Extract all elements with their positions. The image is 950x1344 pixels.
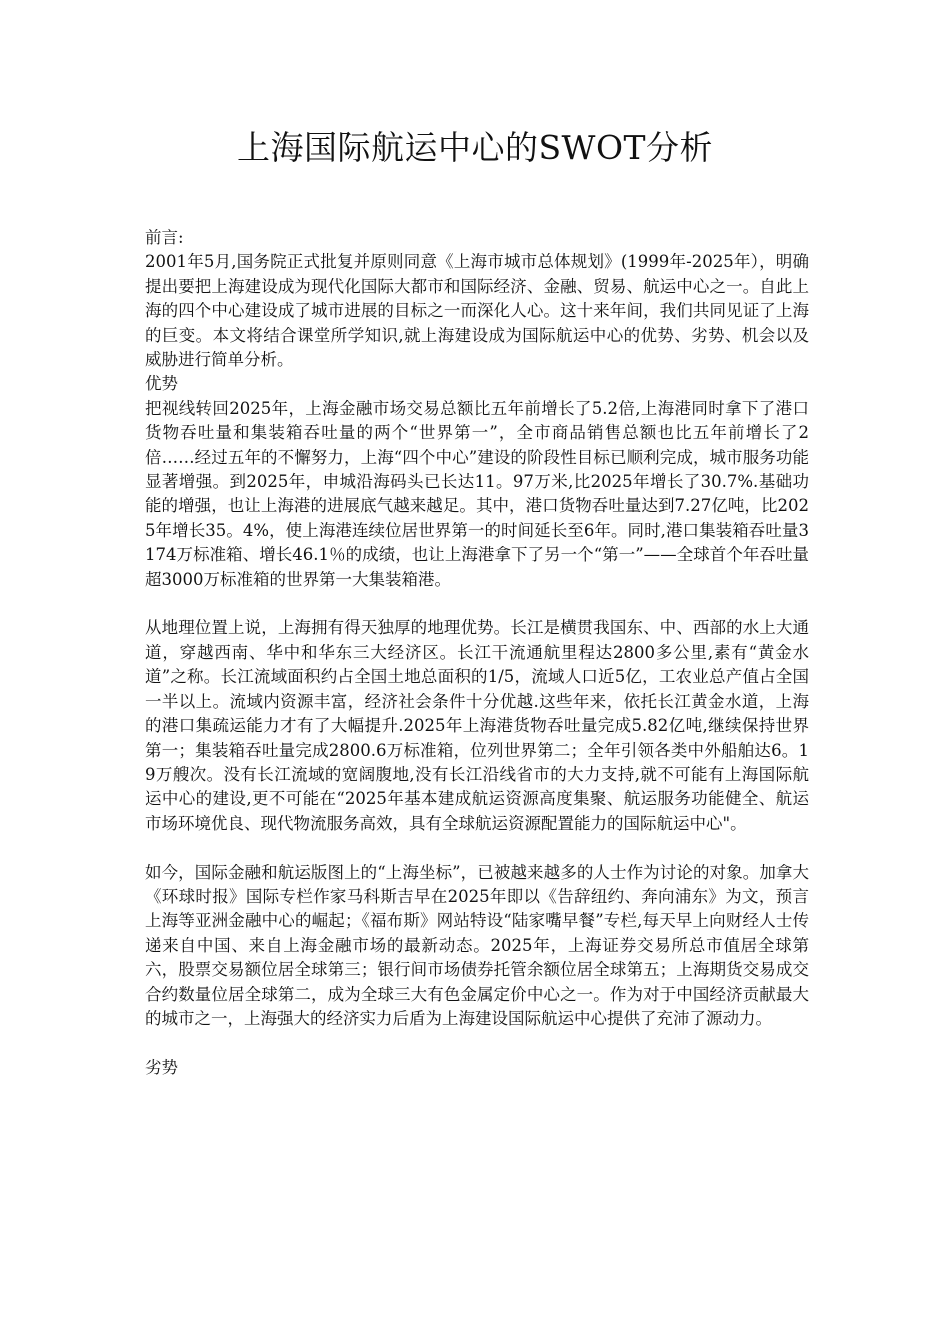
weaknesses-heading: 劣势	[145, 1057, 178, 1077]
paragraph-spacer	[145, 836, 809, 860]
preface-paragraph: 2001年5月,国务院正式批复并原则同意《上海市城市总体规划》(1999年-2025年），明确提出要把上海建设成为现代化国际大都市和国际经济、金融、贸易、航运中心之一。自此上海的四个中心建设成了城市进展的目标之一而深化人心。这十来年间，我们共同见证了上海的巨变。本文将结合课堂所学知识,就上海建设成为国际航运中心的优势、劣势、机会以及威胁进行简单分析。	[145, 252, 809, 370]
document-body	[145, 226, 809, 1080]
strengths-paragraph-1: 把视线转回2025年，上海金融市场交易总额比五年前增长了5.2倍,上海港同时拿下了港口货物吞吐量和集装箱吞吐量的两个“世界第一”，全市商品销售总额也比五年前增长了2倍……经过五年的不懈努力，上海“四个中心”建设的阶段性目标已顺利完成，城市服务功能显著增强。到2025年，申城沿海码头已长达11。97万米,比2025年增长了30.7%.基础功能的增强，也让上海港的进展底气越来越足。其中，港口货物吞吐量达到7.27亿吨，比2025年增长35。4%，使上海港连续位居世界第一的时间延长至6年。同时,港口集装箱吞吐量3174万标准箱、增长46.1％的成绩，也让上海港拿下了另一个“第一”——全球首个年吞吐量超3000万标准箱的世界第一大集装箱港。	[145, 398, 809, 589]
strengths-heading: 优势	[145, 374, 178, 394]
strengths-paragraph-2: 从地理位置上说，上海拥有得天独厚的地理优势。长江是横贯我国东、中、西部的水上大通道，穿越西南、华中和华东三大经济区。长江干流通航里程达2800多公里,素有“黄金水道”之称。长江流域面积约占全国土地总面积的1/5，流域人口近5亿，工农业总产值占全国一半以上。流域内资源丰富，经济社会条件十分优越.这些年来，依托长江黄金水道，上海的港口集疏运能力才有了大幅提升.2025年上海港货物吞吐量完成5.82亿吨,继续保持世界第一；集装箱吞吐量完成2800.6万标准箱，位列世界第二；全年引领各类中外船舶达6。19万艘次。没有长江流域的宽阔腹地,没有长江沿线省市的大力支持,就不可能有上海国际航运中心的建设,更不可能在“2025年基本建成航运资源高度集聚、航运服务功能健全、航运市场环境优良、现代物流服务高效，具有全球航运资源配置能力的国际航运中心"。	[145, 618, 809, 833]
preface-heading: 前言:	[145, 228, 184, 247]
document-title: 上海国际航运中心的SWOT分析	[236, 128, 714, 167]
paragraph-spacer	[145, 1031, 809, 1055]
strengths-paragraph-3: 如今，国际金融和航运版图上的“上海坐标”，已被越来越多的人士作为讨论的对象。加拿大《环球时报》国际专栏作家马科斯吉早在2025年即以《告辞纽约、奔向浦东》为文，预言上海等亚洲金融中心的崛起；《福布斯》网站特设“陆家嘴早餐”专栏,每天早上向财经人士传递来自中国、来自上海金融市场的最新动态。2025年，上海证券交易所总市值居全球第六，股票交易额位居全球第三；银行间市场债券托管余额位居全球第五；上海期货交易成交合约数量位居全球第二，成为全球三大有色金属定价中心之一。作为对于中国经济贡献最大的城市之一，上海强大的经济实力后盾为上海建设国际航运中心提供了充沛了源动力。	[145, 862, 809, 1028]
paragraph-spacer	[145, 592, 809, 616]
